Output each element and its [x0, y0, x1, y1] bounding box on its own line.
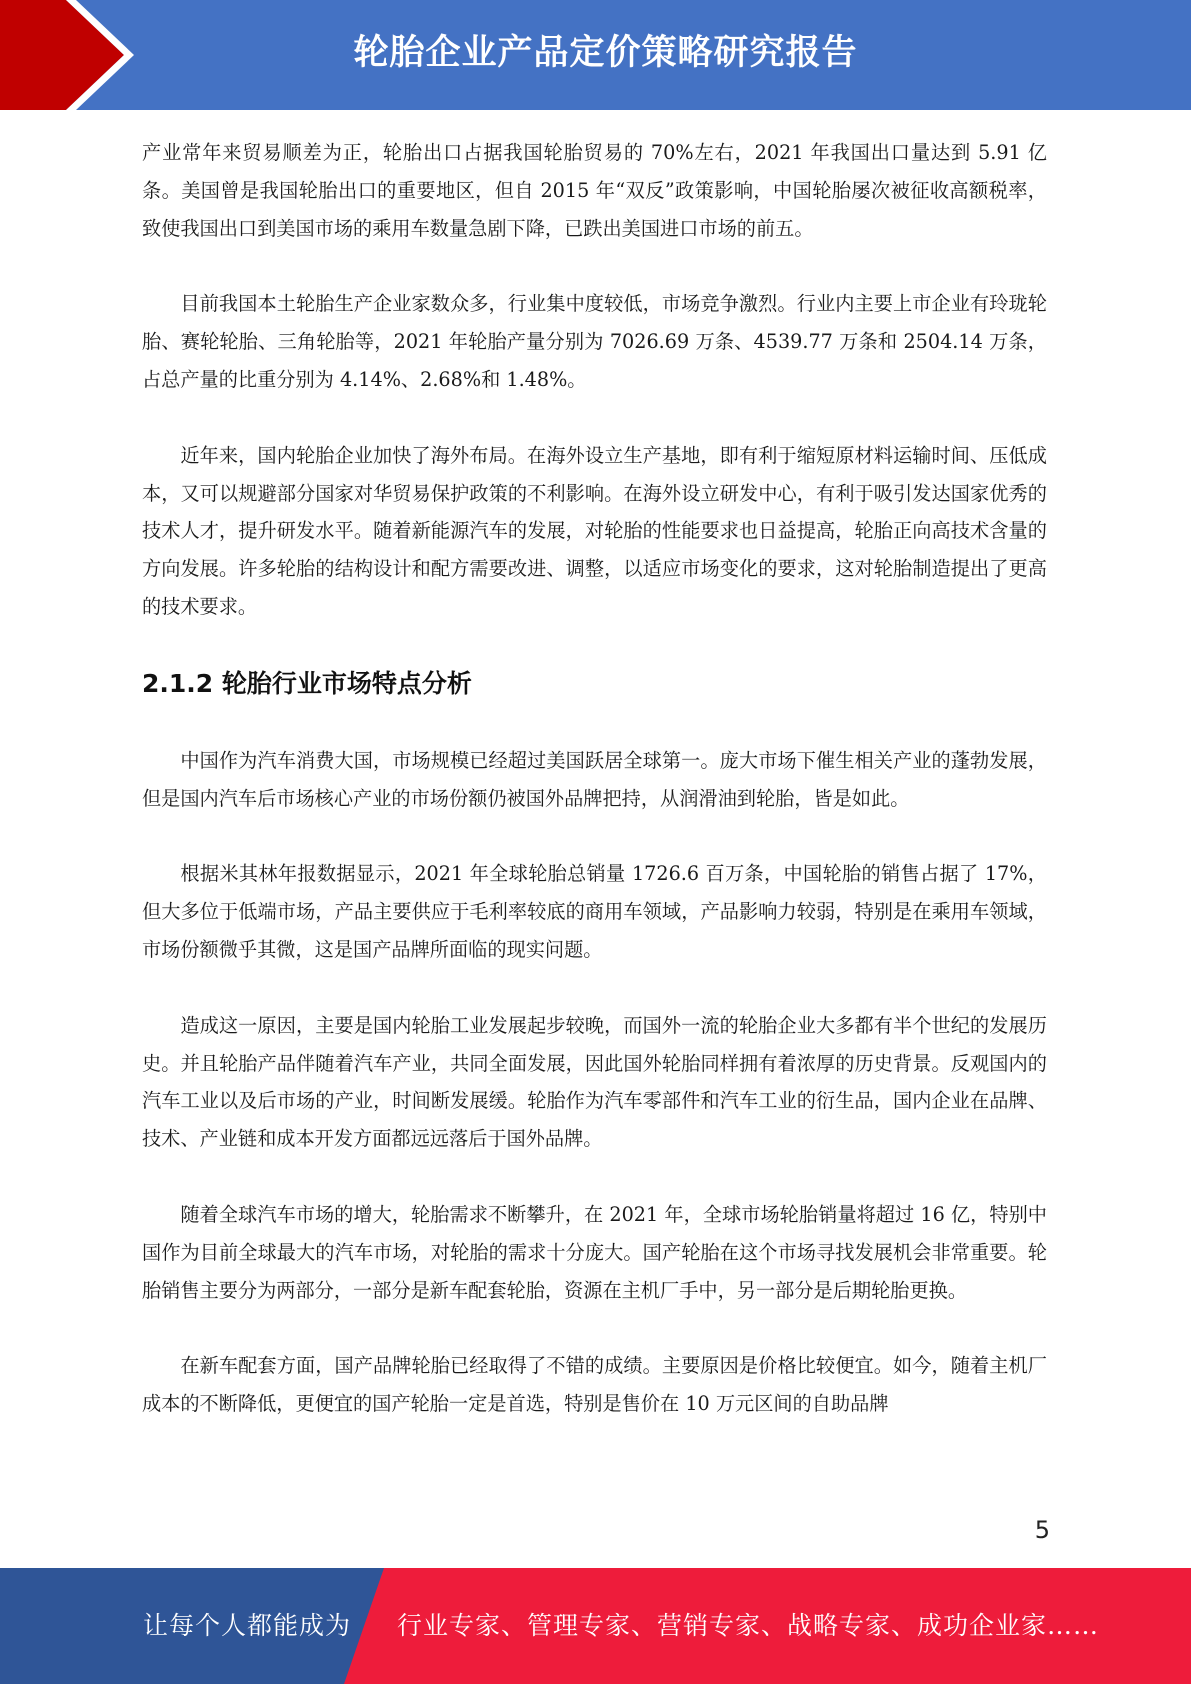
page-footer: [0, 1568, 1191, 1684]
body-paragraph: 根据米其林年报数据显示，2021 年全球轮胎总销量 1726.6 百万条，中国轮胎的销售占据了 17%，但大多位于低端市场，产品主要供应于毛利率较底的商用车领域，产品影响力较弱，特别是在乘用车领域，市场份额微乎其微，这是国产品牌所面临的现实问题。: [142, 862, 1047, 961]
body-paragraph: 近年来，国内轮胎企业加快了海外布局。在海外设立生产基地，即有利于缩短原材料运输时间、压低成本，又可以规避部分国家对华贸易保护政策的不利影响。在海外设立研发中心，有利于吸引发达国家优秀的技术人才，提升研发水平。随着新能源汽车的发展，对轮胎的性能要求也日益提高，轮胎正向高技术含量的方向发展。许多轮胎的结构设计和配方需要改进、调整，以适应市场变化的要求，这对轮胎制造提出了更高的技术要求。: [142, 443, 1047, 618]
body-paragraph: 在新车配套方面，国产品牌轮胎已经取得了不错的成绩。主要原因是价格比较便宜。如今，随着主机厂成本的不断降低，更便宜的国产轮胎一定是首选，特别是售价在 10 万元区间的自助品牌: [142, 1354, 1047, 1416]
body-paragraph: 中国作为汽车消费大国，市场规模已经超过美国跃居全球第一。庞大市场下催生相关产业的蓬勃发展，但是国内汽车后市场核心产业的市场份额仍被国外品牌把持，从润滑油到轮胎，皆是如此。: [142, 748, 1047, 810]
page-header: [0, 0, 1191, 110]
page-body: [142, 134, 1047, 1461]
body-paragraph: 产业常年来贸易顺差为正，轮胎出口占据我国轮胎贸易的 70%左右，2021 年我国出口量达到 5.91 亿条。美国曾是我国轮胎出口的重要地区，但自 2015 年“双反”政策影响，中国轮胎屡次被征收高额税率，致使我国出口到美国市场的乘用车数量急剧下降，已跌出美国进口市场的前五。: [142, 141, 1047, 240]
section-heading: 2.1.2 轮胎行业市场特点分析: [142, 668, 472, 698]
body-paragraph: 造成这一原因，主要是国内轮胎工业发展起步较晚，而国外一流的轮胎企业大多都有半个世纪的发展历史。并且轮胎产品伴随着汽车产业，共同全面发展，因此国外轮胎同样拥有着浓厚的历史背景。反观国内的汽车工业以及后市场的产业，时间断发展缓。轮胎作为汽车零部件和汽车工业的衍生品，国内企业在品牌、技术、产业链和成本开发方面都远远落后于国外品牌。: [142, 1013, 1047, 1151]
footer-slogan-right: 行业专家、管理专家、营销专家、战略专家、成功企业家……: [397, 1611, 1100, 1640]
footer-slogan-left: 让每个人都能成为: [143, 1611, 352, 1640]
report-title: 轮胎企业产品定价策略研究报告: [353, 33, 858, 73]
page-number: 5: [1034, 1516, 1050, 1544]
body-paragraph: 目前我国本土轮胎生产企业家数众多，行业集中度较低，市场竞争激烈。行业内主要上市企业有玲珑轮胎、赛轮轮胎、三角轮胎等，2021 年轮胎产量分别为 7026.69 万条、4539.77 万条和 2504.14 万条，占总产量的比重分别为 4.14%、2.68%和 1.48%。: [142, 292, 1047, 391]
body-paragraph: 随着全球汽车市场的增大，轮胎需求不断攀升，在 2021 年，全球市场轮胎销量将超过 16 亿，特别中国作为目前全球最大的汽车市场，对轮胎的需求十分庞大。国产轮胎在这个市场寻找发展机会非常重要。轮胎销售主要分为两部分，一部分是新车配套轮胎，资源在主机厂手中，另一部分是后期轮胎更换。: [142, 1202, 1047, 1302]
